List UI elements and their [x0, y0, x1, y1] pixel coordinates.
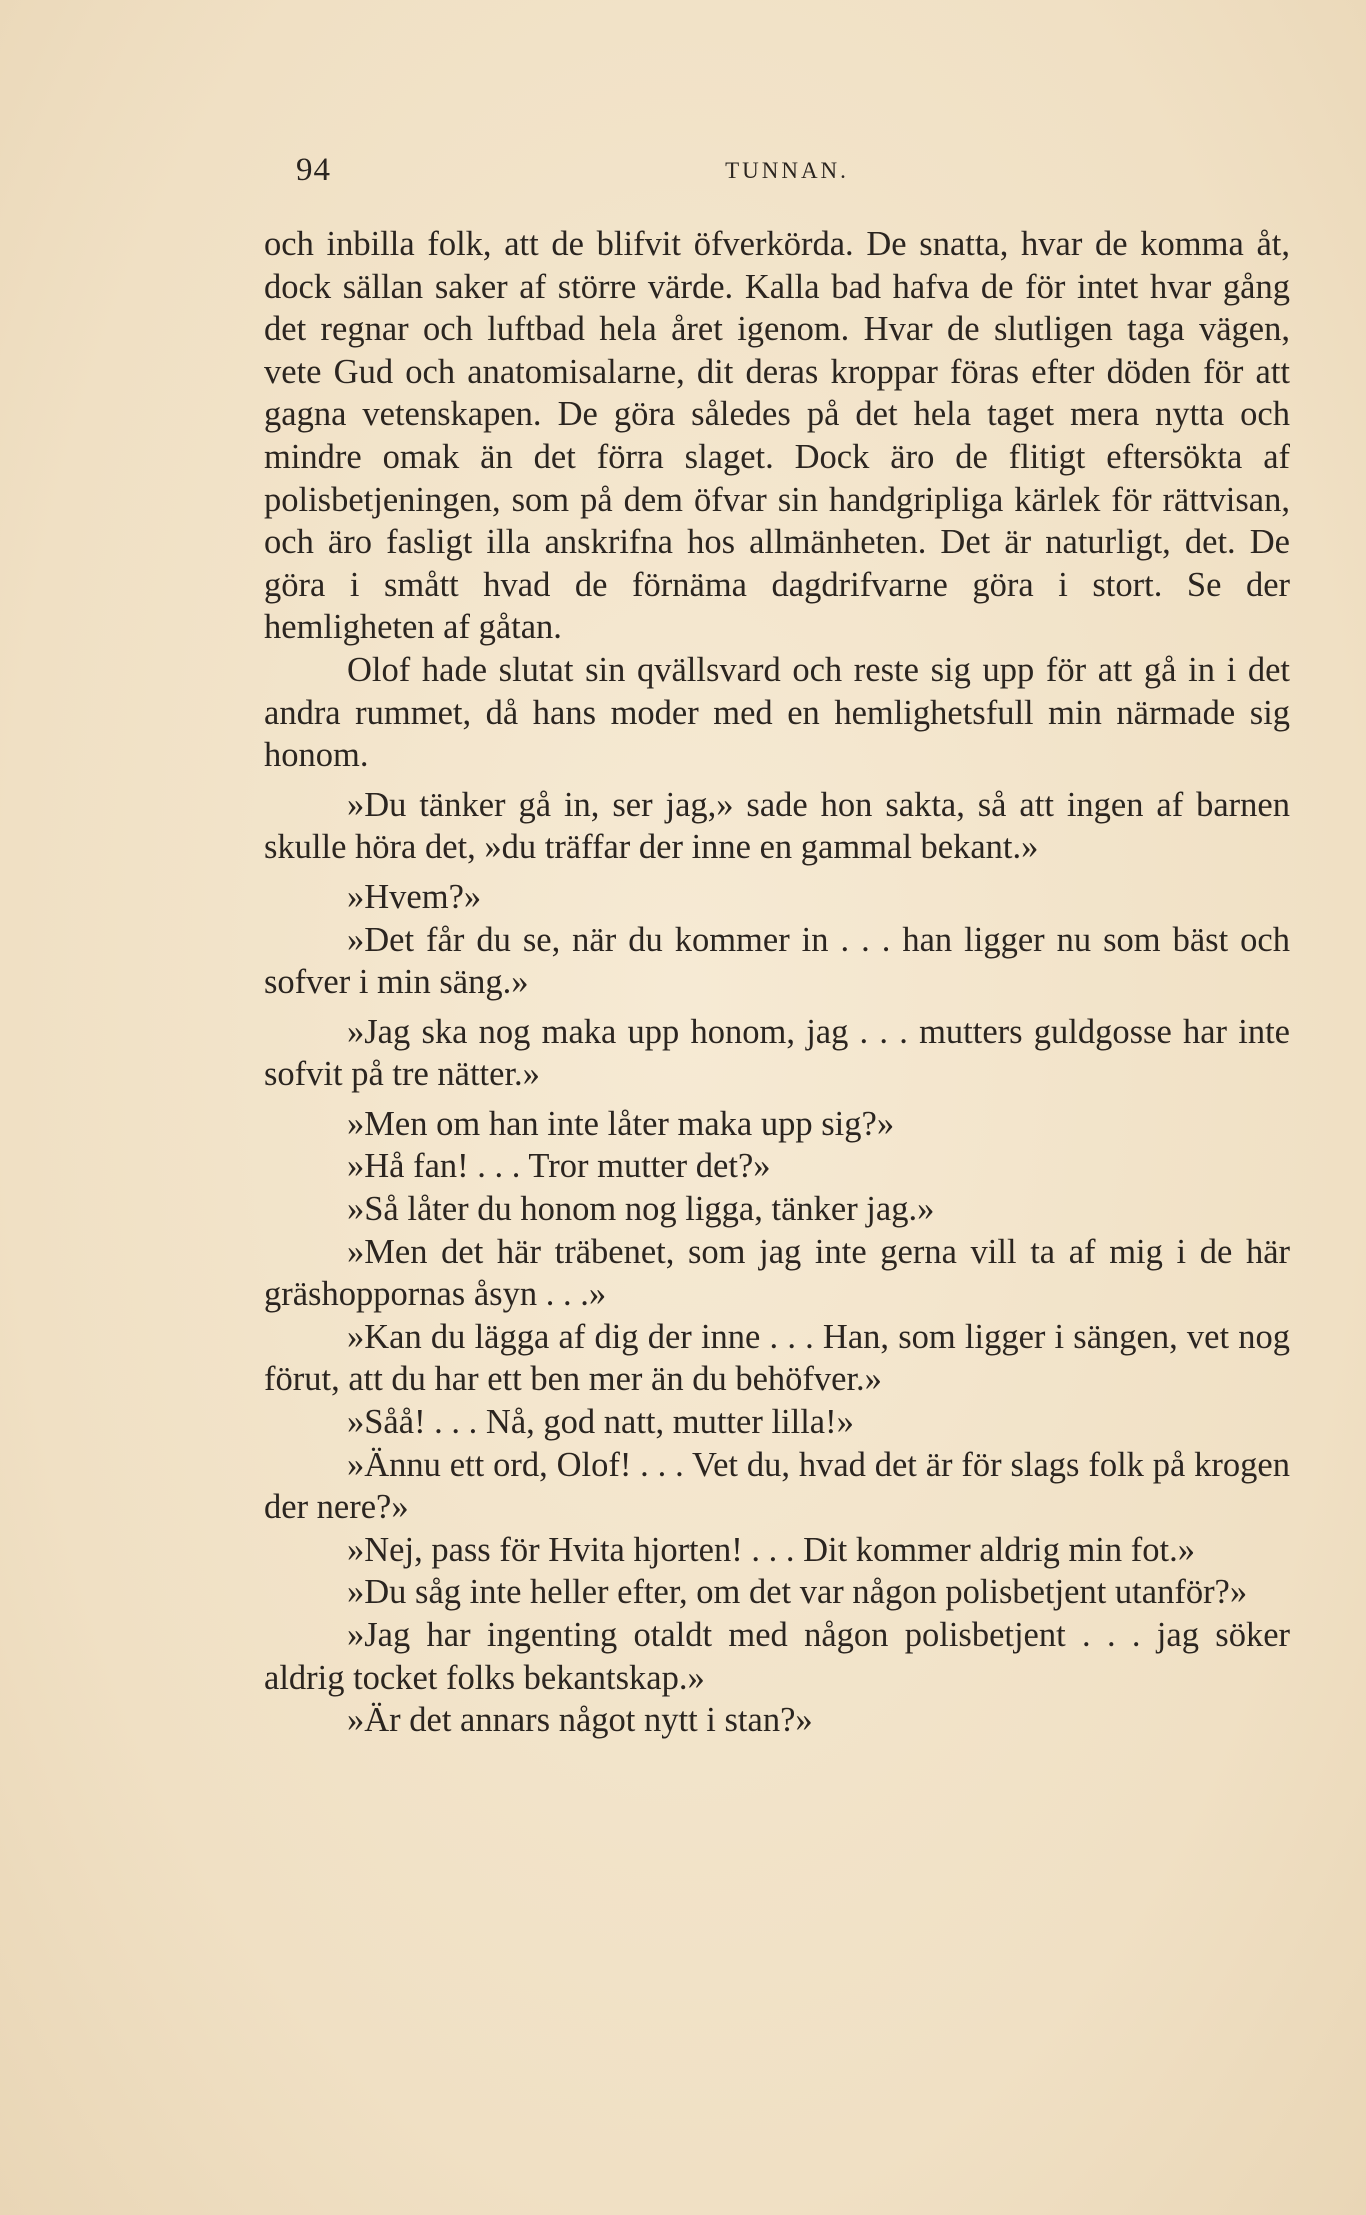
paragraph: »Nej, pass för Hvita hjorten! . . . Dit kommer aldrig min fot.» — [347, 1530, 1195, 1569]
page-header — [296, 152, 1278, 200]
paragraph: »Kan du lägga af dig der inne . . . Han, som ligger i sängen, vet nog förut, att du har ett ben mer än du behöfver.» — [264, 1317, 1290, 1399]
paragraph: »Men om han inte låter maka upp sig?» — [347, 1104, 895, 1143]
text-body — [264, 223, 1290, 1742]
paragraph: »Är det annars något nytt i stan?» — [347, 1701, 813, 1740]
paragraph: och inbilla folk, att de blifvit öfverkörda. De snatta, hvar de komma åt, dock sällan saker af större värde. Kalla bad hafva de för intet hvar gång det regnar och luftbad hela året igenom. Hvar de slutligen taga vägen, vete Gud och anatomisalarne, dit deras kroppar föras efter döden för att gagna vetenskapen. De göra således på det hela taget mera nytta och mindre omak än det förra slaget. Dock äro de flitigt eftersökta af polisbetjeningen, som på dem öfvar sin handgripliga kärlek för rättvisan, och äro fasligt illa anskrifna hos allmänheten. Det är naturligt, det. De göra i smått hvad de förnäma dagdrifvarne göra i stort. Se der hemligheten af gåtan. — [264, 225, 1290, 647]
paragraph: »Hvem?» — [347, 877, 482, 916]
paragraph: »Men det här träbenet, som jag inte gerna vill ta af mig i de här gräshoppornas åsyn . . .» — [264, 1232, 1290, 1314]
running-title: TUNNAN. — [725, 158, 849, 183]
paragraph: »Såå! . . . Nå, god natt, mutter lilla!» — [347, 1403, 854, 1442]
paragraph: »Så låter du honom nog ligga, tänker jag.» — [347, 1190, 935, 1229]
paragraph: »Du såg inte heller efter, om det var någon polisbetjent utanför?» — [347, 1573, 1248, 1612]
paragraph: »Det får du se, när du kommer in . . . han ligger nu som bäst och sofver i min säng.» — [264, 920, 1290, 1002]
page-number: 94 — [296, 152, 331, 188]
paragraph: »Jag har ingenting otaldt med någon polisbetjent . . . jag söker aldrig tocket folks bekantskap.» — [264, 1616, 1290, 1697]
paragraph: »Jag ska nog maka upp honom, jag . . . mutters guldgosse har inte sofvit på tre nätter.» — [264, 1012, 1290, 1094]
paragraph: »Hå fan! . . . Tror mutter det?» — [347, 1147, 771, 1186]
paragraph: Olof hade slutat sin qvällsvard och reste sig upp för att gå in i det andra rummet, då hans moder med en hemlighetsfull min närmade sig honom. — [264, 650, 1290, 775]
paragraph: »Du tänker gå in, ser jag,» sade hon sakta, så att ingen af barnen skulle höra det, »du träffar der inne en gammal bekant.» — [264, 785, 1290, 867]
paragraph: »Ännu ett ord, Olof! . . . Vet du, hvad det är för slags folk på krogen der nere?» — [264, 1445, 1290, 1527]
